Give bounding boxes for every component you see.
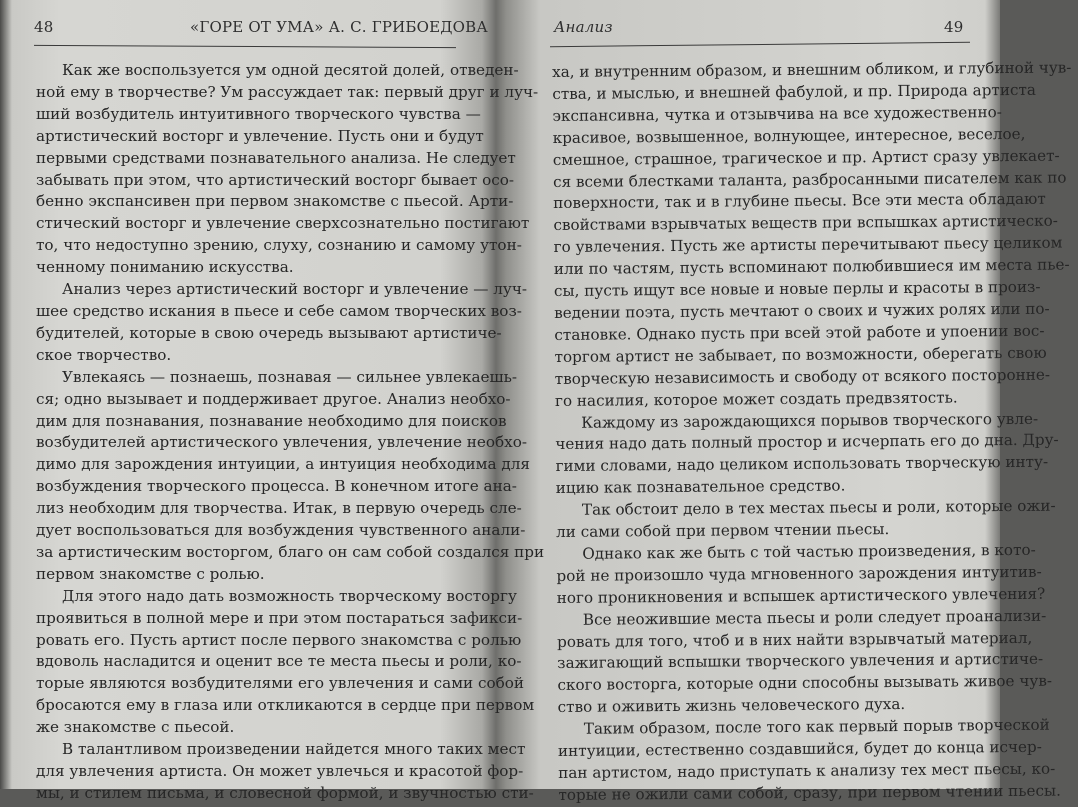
text-line: торые являются возбудителями его увлечения и сами собой [36, 674, 525, 693]
text-line: зажигающий вспышки творческого увлечения и артистиче- [557, 650, 1044, 673]
page-number: 49 [944, 18, 964, 36]
text-line: Так обстоит дело в тех местах пьесы и роли, которые ожи- [581, 496, 1056, 519]
text-line: ское творчество. [36, 345, 172, 364]
text-line: ха, и внутренним образом, и внешним обликом, и глубиной чув- [552, 58, 1072, 81]
text-line: становке. Однако пусть при всей этой работе и упоении вос- [554, 321, 1045, 344]
text-line: ченному пониманию искусства. [36, 258, 294, 277]
text-line: пан артистом, надо приступать к анализу тех мест пьесы, ко- [558, 759, 1056, 782]
text-line: ся всеми блестками таланта, разбросанными писателем как по [552, 168, 1067, 191]
text-line: для увлечения артиста. Он может увлечься и красотой фор- [36, 762, 524, 780]
paragraph [36, 367, 545, 586]
text-line: то, что недоступно зрению, слуху, сознанию и самому утон- [36, 236, 522, 255]
text-line: интуиции, естественно создавшийся, будет до конца исчер- [557, 737, 1042, 761]
text-line: торые не ожили сами собой, сразу, при первом чтении пьесы. [558, 781, 1061, 804]
text-line: же знакомстве с пьесой. [36, 718, 235, 737]
text-line: ского восторга, которые одни способны вызывать живое чув- [557, 672, 1053, 695]
text-line: димо для зарождения интуиции, а интуиция необходима для [36, 455, 530, 474]
text-line: красивое, возвышенное, волнующее, интересное, веселое, [552, 124, 1026, 147]
text-line: мы, и стилем письма, и словесной формой, и звучностью сти- [36, 783, 534, 802]
text-line: го насилия, которое может создать предвзятость. [554, 388, 958, 410]
text-line: ицию как познавательное средство. [555, 476, 846, 498]
header-rule [550, 42, 970, 47]
paragraph [555, 409, 1059, 500]
paragraph [552, 58, 1072, 412]
paragraph [36, 60, 539, 279]
paragraph [556, 606, 1053, 719]
text-line: бросаются ему в глаза или откликаются в сердце при первом [36, 696, 535, 715]
running-head: Анализ [554, 18, 613, 36]
page-number: 48 [34, 18, 54, 36]
text-line: Каждому из зарождающихся порывов творческого увле- [581, 409, 1039, 432]
text-line: Как же воспользуется ум одной десятой долей, отведен- [62, 61, 519, 79]
text-line: лиз необходим для творчества. Итак, в первую очередь сле- [36, 499, 522, 518]
paragraph [36, 739, 534, 805]
text-line: Все неожившие места пьесы и роли следует проанализи- [582, 606, 1047, 629]
text-line: первыми средствами познавательного анализа. Не следует [36, 148, 516, 167]
text-line: ного проникновения и вспышек артистического увлечения? [556, 584, 1046, 607]
text-line: ровать для того, чтоб и в них найти взрывчатый материал, [556, 628, 1033, 651]
text-line: артистический восторг и увлечение. Пусть они и будут [36, 126, 484, 145]
text-line: гими словами, надо целиком использовать творческую инту- [555, 452, 1049, 476]
text-line: дим для познавания, познавание необходимо для поисков [36, 411, 507, 430]
right-page [506, 0, 1072, 804]
paragraph [36, 279, 528, 367]
text-line: забывать при этом, что артистический восторг бывает осо- [36, 170, 515, 189]
text-line: первом знакомстве с ролью. [36, 564, 265, 583]
text-line: го увлечения. Пусть же артисты перечитывают пьесу целиком [553, 233, 1063, 257]
text-line: или по частям, пусть вспоминают полюбившиеся им места пье- [553, 255, 1070, 279]
text-line: ство и оживить жизнь человеческого духа. [557, 695, 906, 717]
paragraph [557, 715, 1061, 806]
text-line: Однако как же быть с той частью произведения, в кото- [582, 540, 1036, 563]
text-line: проявиться в полной мере и при этом постараться зафикси- [36, 608, 523, 627]
header-rule [34, 45, 456, 48]
text-line: дует воспользоваться для возбуждения чувственного анали- [36, 521, 526, 540]
text-line: Таким образом, после того как первый порыв творческой [583, 715, 1050, 738]
text-line: за артистическим восторгом, благо он сам собой создался при [36, 542, 545, 561]
text-line: ший возбудитель интуитивного творческого чувства — [36, 104, 481, 123]
text-line: поверхности, так и в глубине пьесы. Все эти места обладают [553, 190, 1046, 213]
text-line: вдоволь насладится и оценит все те места пьесы и роли, ко- [36, 652, 522, 671]
text-line: смешное, страшное, трагическое и пр. Артист сразу увлекает- [552, 146, 1060, 169]
text-line: будителей, которые в свою очередь вызывают артистиче- [36, 323, 502, 342]
text-line: бенно экспансивен при первом знакомстве с пьесой. Арти- [36, 192, 514, 211]
text-line: рой не произошло чуда мгновенного зарождения интуитив- [556, 562, 1042, 585]
text-line: Для этого надо дать возможность творческому восторгу [62, 586, 517, 605]
text-line: ства, и мыслью, и внешней фабулой, и пр. Природа артиста [552, 80, 1036, 103]
text-line: В талантливом произведении найдется много таких мест [62, 740, 526, 759]
text-line: ведении поэта, пусть мечтают о своих и чужих ролях или по- [554, 299, 1050, 322]
text-line: Увлекаясь — познаешь, познавая — сильнее увлекаешь- [62, 367, 518, 386]
text-line: стический восторг и увлечение сверхсознательно постигают [36, 214, 530, 233]
paragraph [556, 496, 1056, 544]
text-line: ной ему в творчестве? Ум рассуждает так: первый друг и луч- [36, 82, 539, 101]
text-line: Анализ через артистический восторг и увлечение — луч- [62, 280, 528, 299]
paragraph [36, 586, 535, 739]
text-line: ся; одно вызывает и поддерживает другое. Анализ необхо- [36, 389, 511, 408]
text-line: экспансивна, чутка и отзывчива на все художественно- [552, 102, 1002, 125]
text-line: возбудителей артистического увлечения, увлечение необхо- [36, 433, 528, 452]
paragraph [556, 540, 1046, 609]
text-line: чения надо дать полный простор и исчерпать его до дна. Дру- [555, 430, 1059, 454]
text-line: торгом артист не забывает, по возможности, оберегать свою [554, 343, 1047, 366]
text-line: свойствами взрывчатых веществ при вспышках артистическо- [553, 211, 1058, 235]
text-line: творческую независимость и свободу от всякого посторонне- [554, 365, 1051, 388]
page-body [552, 58, 1072, 806]
text-line: шее средство искания в пьесе и себе самом творческих воз- [36, 301, 522, 320]
running-head: «ГОРЕ ОТ УМА» А. С. ГРИБОЕДОВА [190, 18, 488, 36]
text-line: ровать его. Пусть артист после первого знакомства с ролью [36, 630, 522, 649]
text-line: ли сами собой при первом чтении пьесы. [556, 520, 890, 542]
text-line: сы, пусть ищут все новые и новые перлы и красоты в произ- [553, 277, 1041, 301]
text-line: возбуждения творческого процесса. В конечном итоге ана- [36, 477, 517, 496]
page-body [36, 60, 545, 805]
